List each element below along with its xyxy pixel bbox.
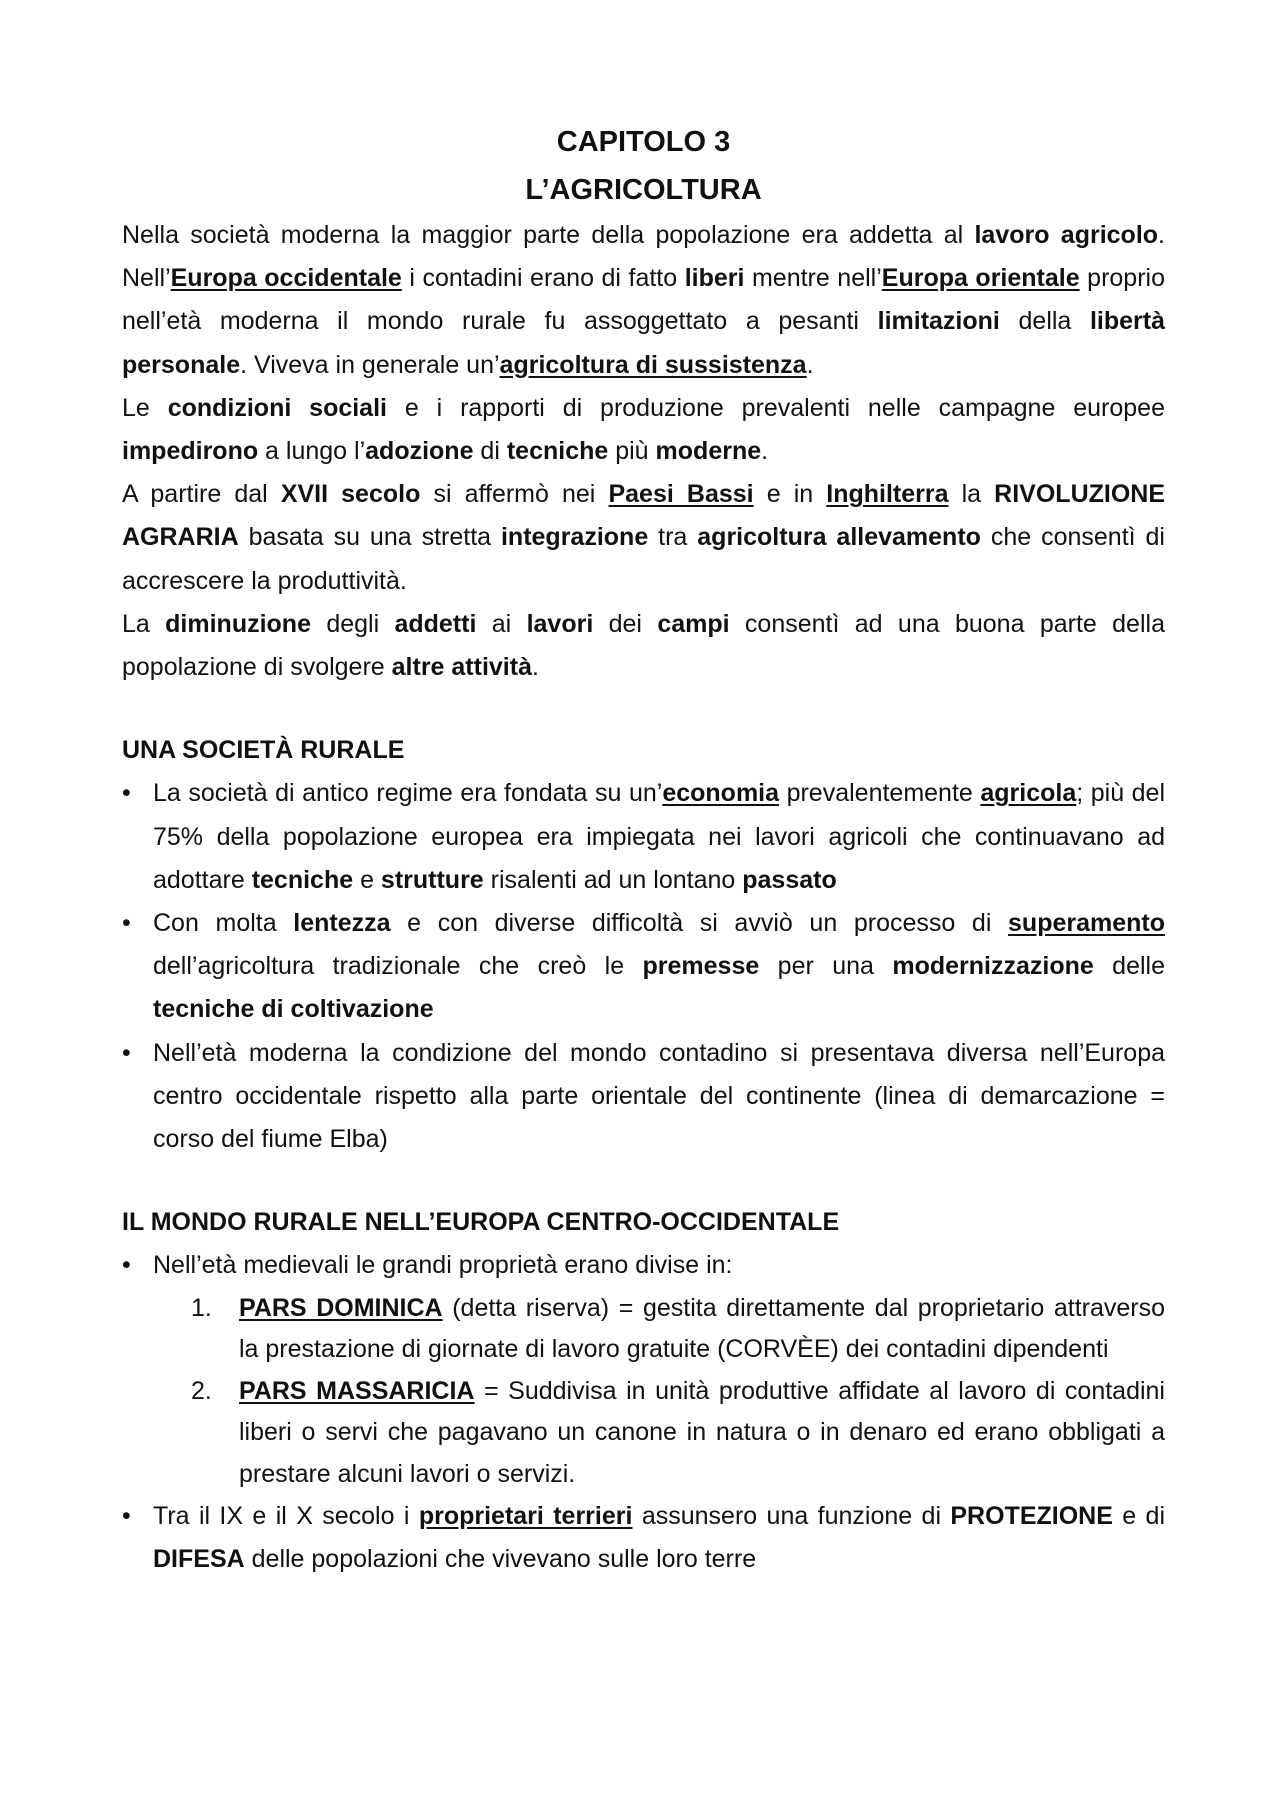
list-item: • La società di antico regime era fondata su un’economia prevalentemente agricola; più del 75% della popolazione europea era impiegata nei lavori agricoli che continuavano ad adottare tecniche e strutture risalenti ad un lontano passato (122, 772, 1165, 902)
intro-paragraph-2: Le condizioni sociali e i rapporti di produzione prevalenti nelle campagne europee impedirono a lungo l’adozione di tecniche più moderne. (122, 393, 1165, 466)
mondo-rurale-list (122, 1244, 1165, 1581)
emphasis-text: agricoltura allevamento (697, 523, 981, 552)
list-item: • Con molta lentezza e con diverse difficoltà si avviò un processo di superamento dell’agricoltura tradizionale che creò le premesse per una modernizzazione delle tecniche di coltivazione (122, 902, 1165, 1032)
emphasis-text: PARS MASSARICIA (239, 1376, 475, 1405)
emphasis-text: tecniche di coltivazione (153, 995, 434, 1024)
item-text: PARS MASSARICIA = Suddivisa in unità produttive affidate al lavoro di contadini liberi o servi che pagavano un canone in natura o in denaro ed erano obbligati a prestare alcuni lavori o servizi. (239, 1376, 1165, 1488)
section-heading-societa-rurale: UNA SOCIETÀ RURALE (122, 736, 405, 765)
emphasis-text: campi (657, 609, 730, 638)
numbered-item-pars-massaricia (153, 1371, 1165, 1496)
emphasis-text: agricoltura di sussistenza (499, 350, 807, 379)
emphasis-text: diminuzione (165, 609, 311, 638)
emphasis-text: PROTEZIONE (950, 1502, 1113, 1531)
emphasis-text: modernizzazione (892, 952, 1094, 981)
item-number: 2. (191, 1376, 212, 1405)
emphasis-text: lentezza (293, 909, 391, 938)
numbered-item-pars-dominica (153, 1288, 1165, 1371)
item-number: 1. (191, 1293, 212, 1322)
emphasis-text: strutture (380, 865, 484, 894)
chapter-title: L’AGRICOLTURA (525, 174, 762, 206)
emphasis-text: DIFESA (153, 1545, 245, 1574)
societa-rurale-list (122, 772, 1165, 1161)
emphasis-text: superamento (1008, 909, 1165, 938)
emphasis-text: impedirono (122, 437, 259, 466)
emphasis-text: limitazioni (877, 307, 1000, 336)
list-item-text: Nell’età medievali le grandi proprietà erano divise in: (153, 1251, 733, 1280)
numbered-list (153, 1288, 1165, 1496)
emphasis-text: liberi (684, 264, 745, 293)
intro-paragraph-1: Nella società moderna la maggior parte della popolazione era addetta al lavoro agricolo. Nell’Europa occidentale i contadini erano di fatto liberi mentre nell’Europa orientale proprio nell’età moderna il mondo rurale fu assoggettato a pesanti limitazioni della libertà personale. Viveva in generale un’agricoltura di sussistenza. (122, 221, 1166, 379)
section-heading-mondo-rurale: IL MONDO RURALE NELL’EUROPA CENTRO-OCCIDENTALE (122, 1208, 840, 1237)
emphasis-text: tecniche (506, 437, 609, 466)
item-text: PARS DOMINICA (detta riserva) = gestita direttamente dal proprietario attraverso la prestazione di giornate di lavoro gratuite (CORVÈE) dei contadini dipendenti (239, 1293, 1165, 1364)
chapter-number: CAPITOLO 3 (556, 126, 731, 158)
emphasis-text: economia (662, 779, 780, 808)
emphasis-text: condizioni sociali (167, 393, 387, 422)
emphasis-text: premesse (642, 952, 760, 981)
emphasis-text: agricola (980, 779, 1077, 808)
emphasis-text: integrazione (500, 523, 649, 552)
emphasis-text: tecniche (251, 865, 354, 894)
emphasis-text: RIVOLUZIONE AGRARIA (122, 480, 1166, 552)
emphasis-text: Europa orientale (881, 264, 1080, 293)
emphasis-text: addetti (394, 609, 477, 638)
list-item (122, 1244, 1165, 1495)
emphasis-text: PARS DOMINICA (239, 1293, 443, 1322)
emphasis-text: lavori (526, 609, 594, 638)
intro-paragraph-4: La diminuzione degli addetti ai lavori dei campi consentì ad una buona parte della popolazione di svolgere altre attività. (122, 609, 1165, 682)
list-item: • Nell’età moderna la condizione del mondo contadino si presentava diversa nell’Europa centro occidentale rispetto alla parte orientale del continente (linea di demarcazione = corso del fiume Elba) (122, 1032, 1165, 1162)
emphasis-text: proprietari terrieri (418, 1502, 633, 1531)
emphasis-text: moderne (655, 437, 762, 466)
emphasis-text: XVII secolo (280, 480, 421, 509)
emphasis-text: Europa occidentale (170, 264, 402, 293)
emphasis-text: adozione (365, 437, 474, 466)
emphasis-text: lavoro agricolo (974, 221, 1159, 249)
emphasis-text: libertà personale (122, 307, 1166, 379)
emphasis-text: altre attività (391, 653, 532, 682)
emphasis-text: passato (742, 865, 837, 894)
emphasis-text: Paesi Bassi (608, 480, 754, 509)
emphasis-text: Inghilterra (826, 480, 949, 509)
intro-paragraph-3: A partire dal XVII secolo si affermò nei Paesi Bassi e in Inghilterra la RIVOLUZIONE AGRARIA basata su una stretta integrazione tra agricoltura allevamento che consentì di accrescere la produttività. (122, 480, 1166, 595)
list-item: • Tra il IX e il X secolo i proprietari terrieri assunsero una funzione di PROTEZIONE e di DIFESA delle popolazioni che vivevano sulle loro terre (122, 1495, 1165, 1581)
document-page (122, 118, 1165, 1582)
